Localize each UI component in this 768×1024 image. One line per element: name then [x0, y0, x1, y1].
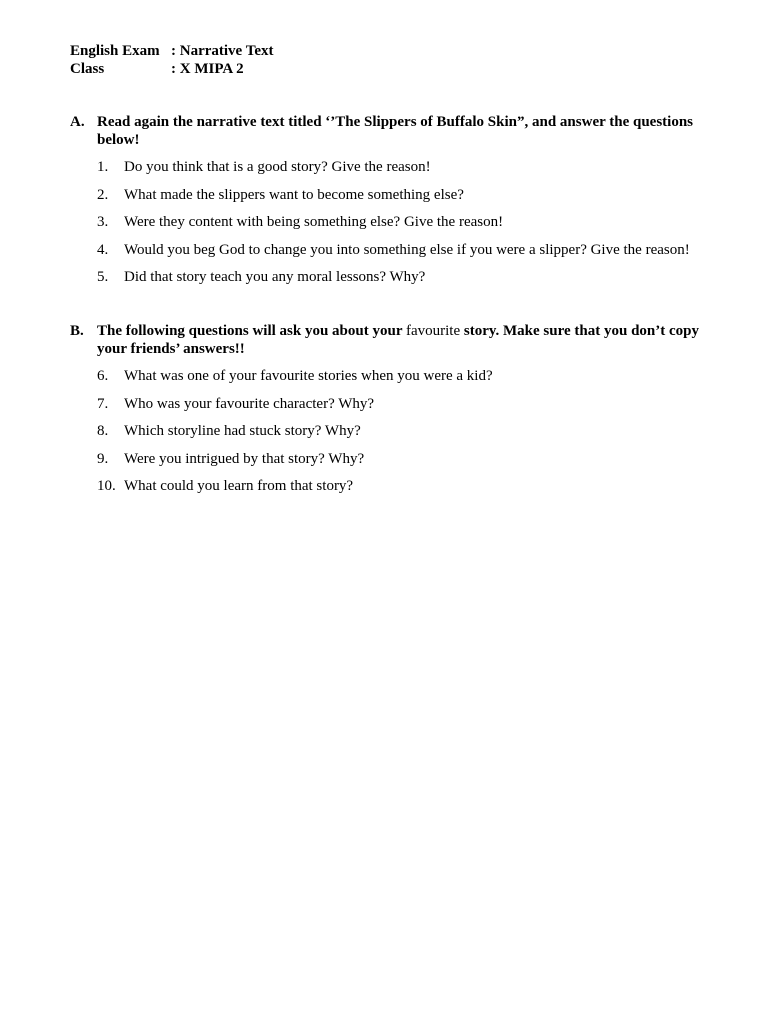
- question-item: [97, 158, 700, 176]
- instruction-part: The following questions will ask you about your: [97, 323, 406, 339]
- question-number: 5.: [97, 269, 109, 285]
- question-list: [70, 367, 700, 495]
- question-number: 4.: [97, 241, 109, 258]
- question-item: [97, 213, 700, 231]
- question-item: [97, 241, 700, 259]
- question-number: 2.: [97, 186, 109, 203]
- header-label: Class: [70, 61, 105, 77]
- question-text: Would you beg God to change you into something else if you were a slipper? Give the reason!: [124, 241, 690, 258]
- question-item: [97, 422, 700, 440]
- section-letter: B.: [70, 323, 84, 339]
- question-item: [97, 477, 700, 495]
- section-instruction: Read again the narrative text titled ‘’The Slippers of Buffalo Skin”, and answer the questions below!: [97, 114, 694, 148]
- question-text: Were you intrigued by that story? Why?: [124, 450, 365, 467]
- question-text: What could you learn from that story?: [124, 478, 354, 494]
- exam-header: [70, 42, 273, 78]
- question-item: [97, 186, 700, 204]
- instruction-part: story. Make sure that you don’t copy your friends’ answers!!: [97, 323, 700, 357]
- question-item: [97, 395, 700, 413]
- header-label: English Exam: [70, 43, 160, 59]
- question-number: 10.: [97, 478, 116, 494]
- question-number: 8.: [97, 423, 109, 439]
- section-a: [70, 113, 700, 296]
- question-text: Who was your favourite character? Why?: [124, 395, 375, 412]
- section-heading: [70, 322, 700, 358]
- question-number: 6.: [97, 368, 109, 384]
- question-text: Which storyline had stuck story? Why?: [124, 423, 361, 439]
- question-list: [70, 158, 700, 286]
- header-value: : X MIPA 2: [171, 61, 244, 77]
- question-text: Did that story teach you any moral lessons? Why?: [124, 269, 426, 285]
- question-text: What was one of your favourite stories when you were a kid?: [124, 368, 493, 384]
- question-text: Were they content with being something else? Give the reason!: [124, 214, 504, 230]
- section-letter: A.: [70, 114, 85, 130]
- question-text: Do you think that is a good story? Give the reason!: [124, 159, 431, 175]
- instruction-part: favourite: [405, 323, 461, 339]
- section-heading: [70, 113, 700, 149]
- question-number: 7.: [97, 395, 109, 412]
- header-row-class: [70, 60, 273, 78]
- section-b: [70, 322, 700, 505]
- question-number: 1.: [97, 159, 109, 175]
- question-item: [97, 450, 700, 468]
- header-value: : Narrative Text: [171, 43, 274, 59]
- header-row-exam: [70, 42, 273, 60]
- question-number: 9.: [97, 450, 109, 467]
- question-number: 3.: [97, 214, 109, 230]
- question-item: [97, 367, 700, 385]
- section-instruction: [97, 322, 700, 358]
- question-text: What made the slippers want to become something else?: [124, 186, 464, 203]
- question-item: [97, 268, 700, 286]
